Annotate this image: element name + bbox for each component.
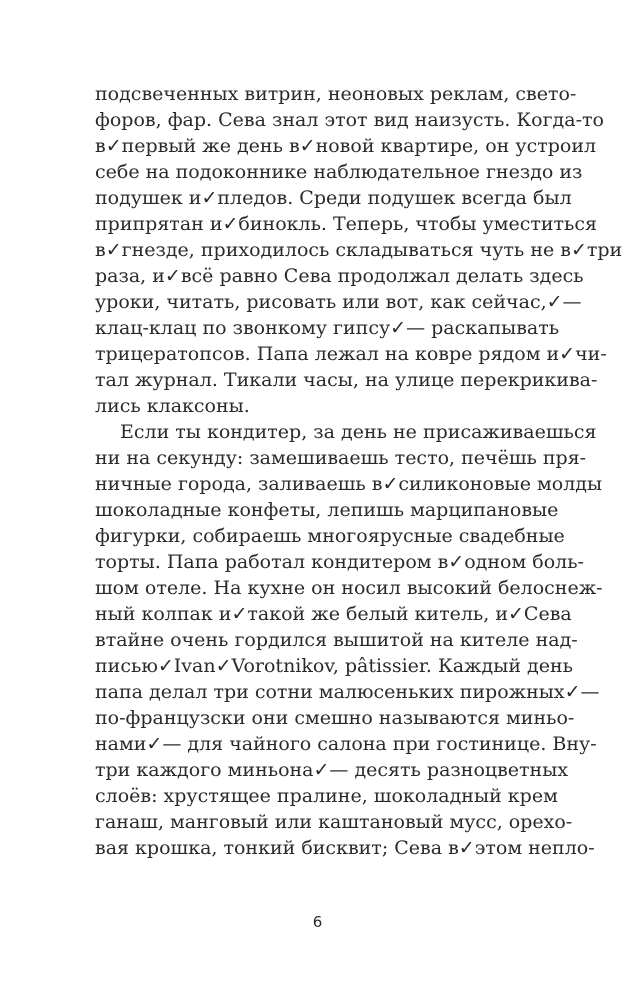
text-line: три каждого миньона✓— десять разноцветных [95, 759, 569, 781]
text-line: ни на секунду: замешиваешь тесто, печёшь пря- [95, 447, 587, 469]
text-line: ный колпак и✓такой же белый китель, и✓Сева [95, 603, 572, 625]
text-line: торты. Папа работал кондитером в✓одном боль- [95, 551, 584, 573]
text-line: писью✓Ivan✓Vorotnikov, pâtissier. Каждый день [95, 655, 573, 677]
text-line: подсвеченных витрин, неоновых реклам, свето- [95, 83, 577, 105]
text-line: втайне очень гордился вышитой на кителе над- [95, 629, 578, 651]
text-line: нами✓— для чайного салона при гостинице. Вну- [95, 733, 597, 755]
text-line: вая крошка, тонкий бисквит; Сева в✓этом непло- [95, 837, 595, 859]
text-line: раза, и✓всё равно Сева продолжал делать здесь [95, 265, 584, 287]
text-line: припрятан и✓бинокль. Теперь, чтобы уместиться [95, 213, 598, 235]
page-number: 6 [312, 913, 323, 931]
text-line: ничные города, заливаешь в✓силиконовые молды [95, 473, 603, 495]
text-line: трицератопсов. Папа лежал на ковре рядом и✓чи- [95, 343, 607, 365]
text-line: шом отеле. На кухне он носил высокий белоснеж- [95, 577, 603, 599]
text-line: папа делал три сотни малюсеньких пирожных✓— [95, 681, 600, 703]
text-line: шоколадные конфеты, лепишь марципановые [95, 499, 559, 521]
text-line: слоёв: хрустящее пралине, шоколадный крем [95, 785, 558, 807]
text-line: тал журнал. Тикали часы, на улице перекрикива- [95, 369, 598, 391]
paragraph-first-line: Если ты кондитер, за день не присаживаешься [120, 421, 597, 443]
text-line: лись клаксоны. [95, 395, 250, 417]
text-line: по-французски они смешно называются миньо- [95, 707, 575, 729]
text-line: фигурки, собираешь многоярусные свадебные [95, 525, 565, 547]
text-line: подушек и✓пледов. Среди подушек всегда был [95, 187, 572, 209]
text-line: себе на подоконнике наблюдательное гнездо из [95, 161, 583, 183]
text-line: клац-клац по звонкому гипсу✓— раскапывать [95, 317, 560, 339]
text-line: ганаш, манговый или каштановый мусс, орехо- [95, 811, 573, 833]
text-line: форов, фар. Сева знал этот вид наизусть. Когда-то [95, 109, 604, 131]
text-line: уроки, читать, рисовать или вот, как сейчас,✓— [95, 291, 582, 313]
text-line: в✓гнезде, приходилось складываться чуть не в✓три [95, 239, 623, 261]
text-line: в✓первый же день в✓новой квартире, он устроил [95, 135, 597, 157]
